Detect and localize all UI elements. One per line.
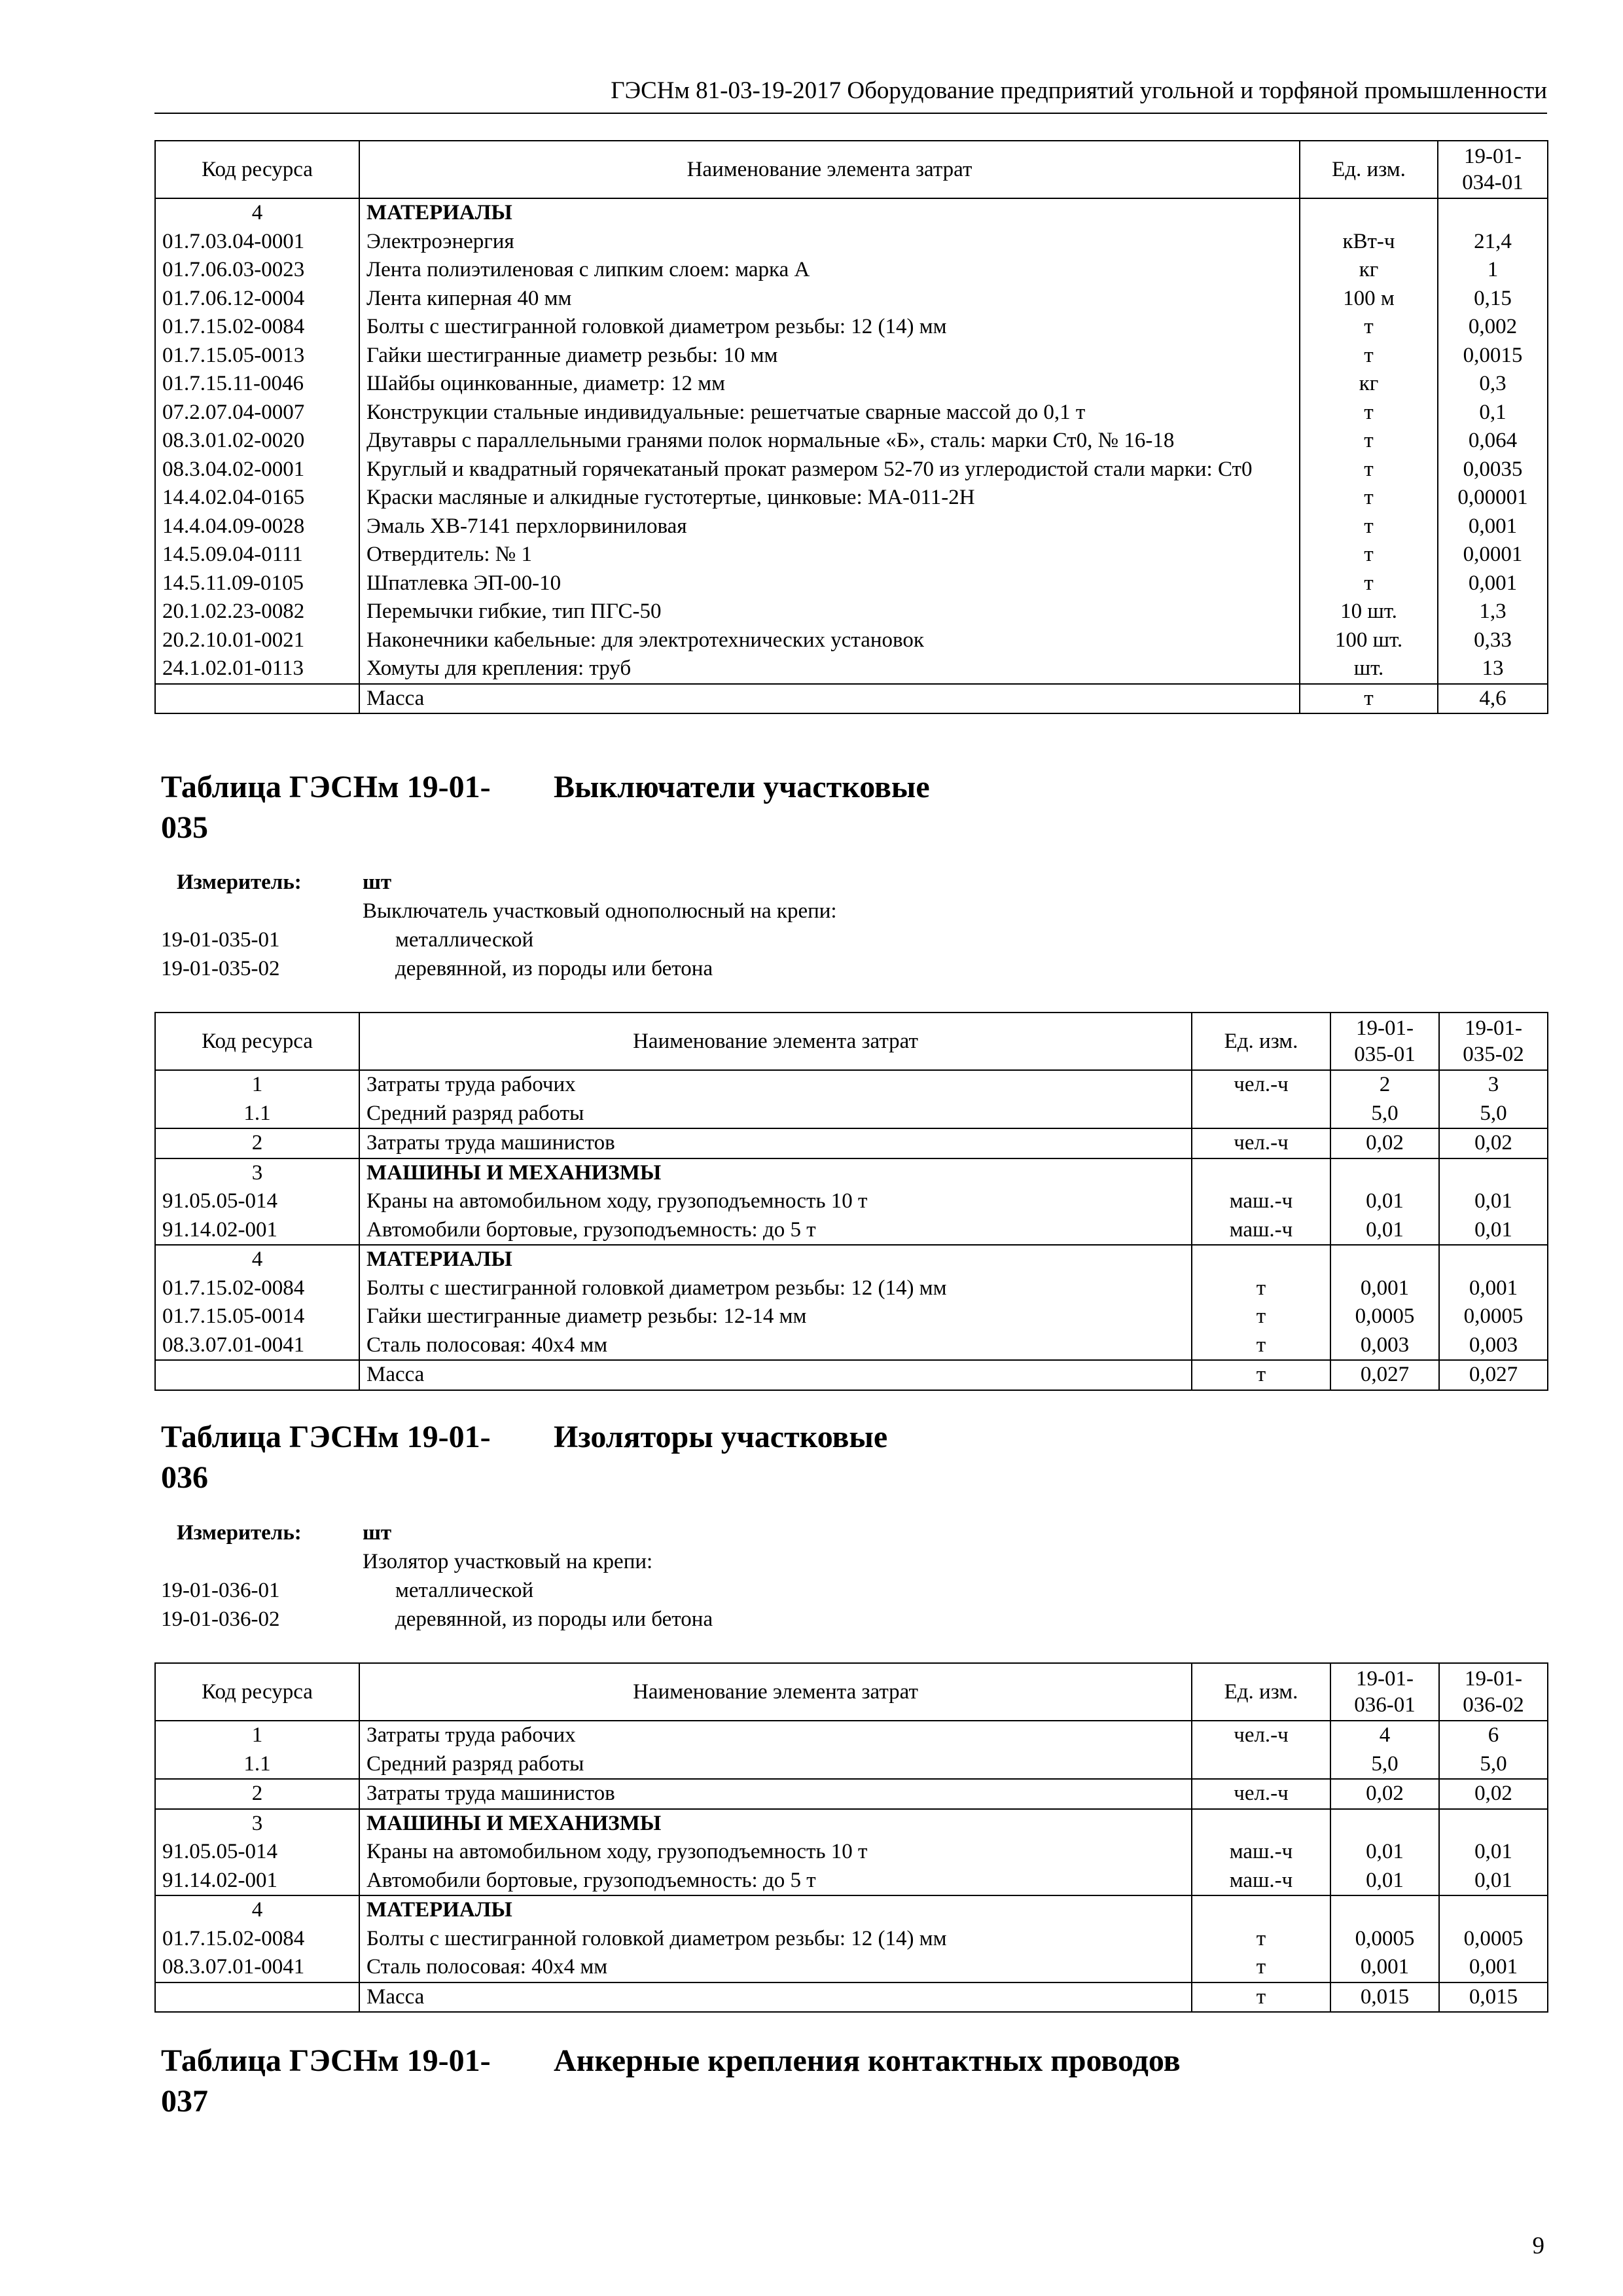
resource-value: 4 — [1330, 1721, 1439, 1750]
table-row — [155, 256, 1548, 285]
resource-code: 14.4.02.04-0165 — [155, 484, 359, 512]
resource-name: Средний разряд работы — [359, 1750, 1192, 1780]
resource-value: 3 — [1439, 1070, 1548, 1100]
resource-value: 0,01 — [1330, 1838, 1439, 1867]
resource-value: 0,0015 — [1438, 342, 1548, 370]
resource-unit: кВт-ч — [1300, 228, 1438, 257]
table-row — [155, 1779, 1548, 1809]
resource-name: Сталь полосовая: 40х4 мм — [359, 1331, 1192, 1361]
resource-name: Двутавры с параллельными гранями полок нормальные «Б», сталь: марки Ст0, № 16-18 — [359, 427, 1300, 456]
resource-name: Автомобили бортовые, грузоподъемность: до 5 т — [359, 1867, 1192, 1896]
resource-code: 91.05.05-014 — [155, 1838, 359, 1867]
resource-unit: т — [1192, 1953, 1330, 1982]
table-row — [155, 1867, 1548, 1896]
resource-value: 0,01 — [1439, 1867, 1548, 1896]
mass-value: 0,015 — [1330, 1982, 1439, 2013]
work-intro: Выключатель участковый однополюсный на крепи: — [363, 899, 837, 923]
resource-value: 0,0035 — [1438, 456, 1548, 484]
resource-code: 20.1.02.23-0082 — [155, 598, 359, 626]
table-row — [155, 1925, 1548, 1954]
col-header-034-01: 19-01- 034-01 — [1438, 141, 1548, 198]
item-text: деревянной, из породы или бетона — [395, 957, 713, 980]
resource-value: 0,02 — [1330, 1128, 1439, 1158]
table-row — [155, 1070, 1548, 1100]
resource-value — [1330, 1245, 1439, 1274]
table-row — [155, 342, 1548, 370]
mass-value: 0,027 — [1439, 1360, 1548, 1390]
resource-code: 01.7.15.02-0084 — [155, 313, 359, 342]
resource-code: 3 — [155, 1809, 359, 1839]
resource-name: Гайки шестигранные диаметр резьбы: 12-14 мм — [359, 1302, 1192, 1331]
resource-value: 0,002 — [1438, 313, 1548, 342]
resource-unit — [1192, 1750, 1330, 1780]
col-header-name: Наименование элемента затрат — [359, 1663, 1192, 1721]
resource-unit: чел.-ч — [1192, 1128, 1330, 1158]
resource-name: Автомобили бортовые, грузоподъемность: до 5 т — [359, 1216, 1192, 1246]
resource-value: 5,0 — [1439, 1750, 1548, 1780]
col-header-035-02: 19-01- 035-02 — [1439, 1013, 1548, 1070]
resource-code: 91.14.02-001 — [155, 1867, 359, 1896]
mass-value: 4,6 — [1438, 684, 1548, 714]
resource-value: 0,00001 — [1438, 484, 1548, 512]
table-title-number: 037 — [161, 2084, 208, 2119]
table-row — [155, 1953, 1548, 1982]
mass-unit: т — [1300, 684, 1438, 714]
resource-value: 0,003 — [1439, 1331, 1548, 1361]
resource-value: 0,001 — [1330, 1274, 1439, 1303]
resource-code: 91.05.05-014 — [155, 1187, 359, 1216]
col-header-code: Код ресурса — [155, 1663, 359, 1721]
col-header-unit: Ед. изм. — [1300, 141, 1438, 198]
table-row — [155, 1302, 1548, 1331]
table-title-037 — [161, 2041, 1181, 2122]
table-row — [155, 399, 1548, 427]
resource-name: Лента полиэтиленовая с липким слоем: марка А — [359, 256, 1300, 285]
empty-cell — [155, 1360, 359, 1390]
resource-code: 1 — [155, 1721, 359, 1750]
resource-value: 0,0005 — [1330, 1302, 1439, 1331]
resource-unit: т — [1192, 1274, 1330, 1303]
table-title-number: 035 — [161, 810, 208, 845]
resource-code: 14.4.04.09-0028 — [155, 512, 359, 541]
mass-row — [155, 1360, 1548, 1390]
resource-unit — [1192, 1895, 1330, 1925]
resource-value: 0,0005 — [1439, 1925, 1548, 1954]
resource-value: 5,0 — [1330, 1100, 1439, 1129]
resource-unit: т — [1300, 569, 1438, 598]
item-code: 19-01-036-01 — [161, 1579, 280, 1602]
table-title-number: 036 — [161, 1460, 208, 1495]
col-header-code: Код ресурса — [155, 141, 359, 198]
table-row — [155, 313, 1548, 342]
resource-value: 0,33 — [1438, 626, 1548, 655]
resource-value: 0,01 — [1439, 1187, 1548, 1216]
resource-value — [1439, 1895, 1548, 1925]
col-header-036-02: 19-01- 036-02 — [1439, 1663, 1548, 1721]
resource-code: 01.7.03.04-0001 — [155, 228, 359, 257]
table-row — [155, 626, 1548, 655]
resource-unit: т — [1192, 1925, 1330, 1954]
work-intro: Изолятор участковый на крепи: — [363, 1550, 653, 1573]
resource-value: 0,001 — [1330, 1953, 1439, 1982]
resource-value: 0,001 — [1439, 1274, 1548, 1303]
table-row — [155, 456, 1548, 484]
resource-name: Средний разряд работы — [359, 1100, 1192, 1129]
mass-unit: т — [1192, 1982, 1330, 2013]
table-row — [155, 598, 1548, 626]
meter-value: шт — [363, 1521, 392, 1545]
resource-unit: маш.-ч — [1192, 1838, 1330, 1867]
resource-code: 08.3.07.01-0041 — [155, 1331, 359, 1361]
table-row — [155, 569, 1548, 598]
resource-value — [1330, 1809, 1439, 1839]
resource-name: Болты с шестигранной головкой диаметром резьбы: 12 (14) мм — [359, 313, 1300, 342]
resource-code: 08.3.07.01-0041 — [155, 1953, 359, 1982]
mass-unit: т — [1192, 1360, 1330, 1390]
resource-unit: 10 шт. — [1300, 598, 1438, 626]
resource-code: 2 — [155, 1128, 359, 1158]
table-row — [155, 1158, 1548, 1188]
resource-code: 01.7.15.02-0084 — [155, 1925, 359, 1954]
resource-code: 20.2.10.01-0021 — [155, 626, 359, 655]
table-row — [155, 228, 1548, 257]
resource-value: 5,0 — [1330, 1750, 1439, 1780]
col-header-name: Наименование элемента затрат — [359, 141, 1300, 198]
resource-unit: т — [1300, 456, 1438, 484]
resource-unit: 100 м — [1300, 285, 1438, 314]
running-header: ГЭСНм 81-03-19-2017 Оборудование предприятий угольной и торфяной промышленности — [154, 73, 1547, 114]
resource-code: 08.3.04.02-0001 — [155, 456, 359, 484]
resource-name: Затраты труда рабочих — [359, 1721, 1192, 1750]
resource-value — [1439, 1809, 1548, 1839]
resource-name: Сталь полосовая: 40х4 мм — [359, 1953, 1192, 1982]
resource-unit: т — [1300, 512, 1438, 541]
resource-unit — [1192, 1809, 1330, 1839]
resource-unit — [1192, 1158, 1330, 1188]
meter-label: Измеритель: — [177, 870, 302, 894]
table-row — [155, 1809, 1548, 1839]
resource-unit: т — [1300, 541, 1438, 569]
mass-label: Масса — [359, 1982, 1192, 2013]
table-row — [155, 1750, 1548, 1780]
resource-value: 0,01 — [1330, 1216, 1439, 1246]
resource-code: 07.2.07.04-0007 — [155, 399, 359, 427]
item-code: 19-01-035-01 — [161, 928, 280, 952]
col-header-036-01: 19-01- 036-01 — [1330, 1663, 1439, 1721]
resource-value: 0,02 — [1330, 1779, 1439, 1809]
table-row — [155, 198, 1548, 228]
mass-value: 0,027 — [1330, 1360, 1439, 1390]
item-text: металлической — [395, 1579, 534, 1602]
item-text: деревянной, из породы или бетона — [395, 1607, 713, 1631]
resource-name: МАШИНЫ И МЕХАНИЗМЫ — [359, 1158, 1192, 1188]
resource-value: 0,0005 — [1439, 1302, 1548, 1331]
resource-unit: кг — [1300, 256, 1438, 285]
resource-value: 0,01 — [1439, 1838, 1548, 1867]
resource-value: 0,1 — [1438, 399, 1548, 427]
resource-value: 0,01 — [1439, 1216, 1548, 1246]
resource-unit: маш.-ч — [1192, 1867, 1330, 1896]
resource-name: МАТЕРИАЛЫ — [359, 198, 1300, 228]
resource-name: Затраты труда машинистов — [359, 1128, 1192, 1158]
table-row — [155, 427, 1548, 456]
table-19-01-035 — [154, 1012, 1548, 1391]
table-19-01-036 — [154, 1662, 1548, 2013]
resource-value: 1,3 — [1438, 598, 1548, 626]
resource-value: 0,01 — [1330, 1867, 1439, 1896]
col-header-code: Код ресурса — [155, 1013, 359, 1070]
resource-unit: чел.-ч — [1192, 1721, 1330, 1750]
mass-value: 0,015 — [1439, 1982, 1548, 2013]
resource-unit: т — [1300, 399, 1438, 427]
resource-value: 0,0005 — [1330, 1925, 1439, 1954]
resource-code: 24.1.02.01-0113 — [155, 655, 359, 684]
resource-value: 1 — [1438, 256, 1548, 285]
resource-code: 14.5.09.04-0111 — [155, 541, 359, 569]
resource-value: 2 — [1330, 1070, 1439, 1100]
table-19-01-034 — [154, 140, 1548, 714]
col-header-unit: Ед. изм. — [1192, 1013, 1330, 1070]
table-row — [155, 484, 1548, 512]
resource-name: МАТЕРИАЛЫ — [359, 1245, 1192, 1274]
meter-value: шт — [363, 870, 392, 894]
resource-name: Электроэнергия — [359, 228, 1300, 257]
table-row — [155, 655, 1548, 684]
resource-value: 0,001 — [1439, 1953, 1548, 1982]
resource-value — [1330, 1895, 1439, 1925]
table-row — [155, 1216, 1548, 1246]
resource-code: 01.7.15.02-0084 — [155, 1274, 359, 1303]
table-row — [155, 1245, 1548, 1274]
col-header-unit: Ед. изм. — [1192, 1663, 1330, 1721]
resource-unit: шт. — [1300, 655, 1438, 684]
table-row — [155, 1838, 1548, 1867]
resource-unit: чел.-ч — [1192, 1779, 1330, 1809]
resource-value — [1438, 198, 1548, 228]
resource-name: Болты с шестигранной головкой диаметром резьбы: 12 (14) мм — [359, 1925, 1192, 1954]
table-title-036 — [161, 1417, 888, 1498]
resource-name: Краски масляные и алкидные густотертые, цинковые: МА-011-2Н — [359, 484, 1300, 512]
table-row — [155, 1187, 1548, 1216]
mass-row — [155, 684, 1548, 714]
resource-code: 14.5.11.09-0105 — [155, 569, 359, 598]
resource-code: 4 — [155, 198, 359, 228]
resource-name: Лента киперная 40 мм — [359, 285, 1300, 314]
meter-label: Измеритель: — [177, 1521, 302, 1545]
resource-unit: т — [1300, 313, 1438, 342]
table-title-name: Изоляторы участковые — [554, 1420, 888, 1454]
resource-name: Шайбы оцинкованные, диаметр: 12 мм — [359, 370, 1300, 399]
resource-value: 6 — [1439, 1721, 1548, 1750]
resource-value: 0,15 — [1438, 285, 1548, 314]
resource-code: 2 — [155, 1779, 359, 1809]
resource-name: Гайки шестигранные диаметр резьбы: 10 мм — [359, 342, 1300, 370]
resource-unit: т — [1192, 1331, 1330, 1361]
resource-code: 08.3.01.02-0020 — [155, 427, 359, 456]
resource-value — [1439, 1245, 1548, 1274]
table-row — [155, 1721, 1548, 1750]
resource-unit: кг — [1300, 370, 1438, 399]
resource-name: МАШИНЫ И МЕХАНИЗМЫ — [359, 1809, 1192, 1839]
table-row — [155, 512, 1548, 541]
resource-code: 1.1 — [155, 1750, 359, 1780]
resource-value: 0,02 — [1439, 1779, 1548, 1809]
resource-name: Затраты труда рабочих — [359, 1070, 1192, 1100]
item-code: 19-01-036-02 — [161, 1607, 280, 1631]
table-row — [155, 1331, 1548, 1361]
resource-name: Конструкции стальные индивидуальные: решетчатые сварные массой до 0,1 т — [359, 399, 1300, 427]
resource-value: 21,4 — [1438, 228, 1548, 257]
col-header-name: Наименование элемента затрат — [359, 1013, 1192, 1070]
table-row — [155, 285, 1548, 314]
item-code: 19-01-035-02 — [161, 957, 280, 980]
resource-name: Отвердитель: № 1 — [359, 541, 1300, 569]
resource-code: 91.14.02-001 — [155, 1216, 359, 1246]
resource-unit — [1192, 1100, 1330, 1129]
resource-value — [1439, 1158, 1548, 1188]
resource-value — [1330, 1158, 1439, 1188]
resource-code: 4 — [155, 1245, 359, 1274]
page-number: 9 — [1532, 2233, 1544, 2259]
table-row — [155, 1895, 1548, 1925]
resource-value: 0,02 — [1439, 1128, 1548, 1158]
resource-name: Шпатлевка ЭП-00-10 — [359, 569, 1300, 598]
table-title-name: Выключатели участковые — [554, 770, 930, 804]
empty-cell — [155, 684, 359, 714]
resource-value: 0,001 — [1438, 512, 1548, 541]
resource-name: Болты с шестигранной головкой диаметром резьбы: 12 (14) мм — [359, 1274, 1192, 1303]
resource-name: МАТЕРИАЛЫ — [359, 1895, 1192, 1925]
resource-unit: маш.-ч — [1192, 1216, 1330, 1246]
mass-row — [155, 1982, 1548, 2013]
resource-name: Круглый и квадратный горячекатаный прокат размером 52-70 из углеродистой стали марки: Ст0 — [359, 456, 1300, 484]
mass-label: Масса — [359, 1360, 1192, 1390]
resource-value: 0,01 — [1330, 1187, 1439, 1216]
resource-unit: т — [1192, 1302, 1330, 1331]
resource-value: 0,064 — [1438, 427, 1548, 456]
resource-name: Краны на автомобильном ходу, грузоподъемность 10 т — [359, 1187, 1192, 1216]
resource-code: 01.7.06.03-0023 — [155, 256, 359, 285]
resource-value: 0,003 — [1330, 1331, 1439, 1361]
resource-unit: 100 шт. — [1300, 626, 1438, 655]
resource-name: Хомуты для крепления: труб — [359, 655, 1300, 684]
resource-code: 4 — [155, 1895, 359, 1925]
table-title-prefix: Таблица ГЭСНм 19-01- — [161, 1420, 491, 1454]
table-row — [155, 1274, 1548, 1303]
mass-label: Масса — [359, 684, 1300, 714]
resource-unit — [1192, 1245, 1330, 1274]
resource-code: 01.7.06.12-0004 — [155, 285, 359, 314]
resource-value: 0,001 — [1438, 569, 1548, 598]
table-row — [155, 541, 1548, 569]
table-title-prefix: Таблица ГЭСНм 19-01- — [161, 2043, 491, 2078]
resource-value: 13 — [1438, 655, 1548, 684]
resource-unit: т — [1300, 342, 1438, 370]
resource-code: 01.7.15.05-0014 — [155, 1302, 359, 1331]
table-row — [155, 1128, 1548, 1158]
col-header-035-01: 19-01- 035-01 — [1330, 1013, 1439, 1070]
table-row — [155, 370, 1548, 399]
resource-value: 0,0001 — [1438, 541, 1548, 569]
resource-unit — [1300, 198, 1438, 228]
table-title-prefix: Таблица ГЭСНм 19-01- — [161, 770, 491, 804]
resource-code: 1 — [155, 1070, 359, 1100]
table-title-035 — [161, 767, 930, 848]
table-row — [155, 1100, 1548, 1129]
table-title-name: Анкерные крепления контактных проводов — [554, 2043, 1181, 2078]
resource-code: 01.7.15.11-0046 — [155, 370, 359, 399]
resource-value: 5,0 — [1439, 1100, 1548, 1129]
resource-unit: чел.-ч — [1192, 1070, 1330, 1100]
resource-name: Затраты труда машинистов — [359, 1779, 1192, 1809]
resource-code: 01.7.15.05-0013 — [155, 342, 359, 370]
resource-name: Наконечники кабельные: для электротехнических установок — [359, 626, 1300, 655]
resource-code: 1.1 — [155, 1100, 359, 1129]
resource-name: Краны на автомобильном ходу, грузоподъемность 10 т — [359, 1838, 1192, 1867]
resource-name: Перемычки гибкие, тип ПГС-50 — [359, 598, 1300, 626]
resource-name: Эмаль ХВ-7141 перхлорвиниловая — [359, 512, 1300, 541]
resource-value: 0,3 — [1438, 370, 1548, 399]
resource-code: 3 — [155, 1158, 359, 1188]
empty-cell — [155, 1982, 359, 2013]
resource-unit: т — [1300, 427, 1438, 456]
resource-unit: маш.-ч — [1192, 1187, 1330, 1216]
resource-unit: т — [1300, 484, 1438, 512]
item-text: металлической — [395, 928, 534, 952]
